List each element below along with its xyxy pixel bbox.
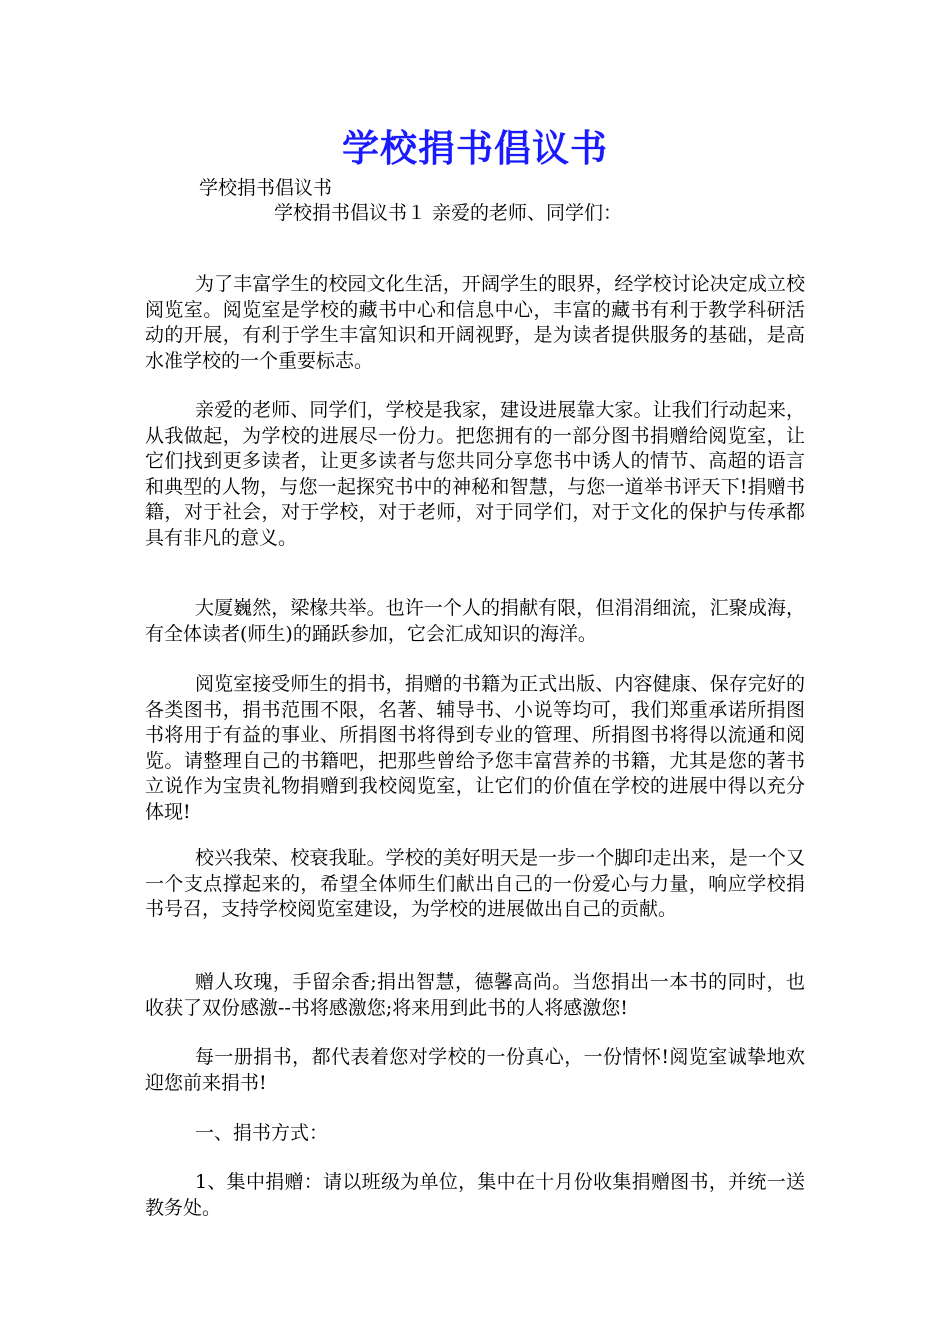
greeting-line: 学校捐书倡议书１ 亲爱的老师、同学们： [274, 202, 623, 224]
paragraph-collective-donation: 1、集中捐赠：请以班级为单位，集中在十月份收集捐赠图书，并统一送教务处。 [145, 1171, 805, 1219]
paragraph-5: 校兴我荣、校衰我耻。学校的美好明天是一步一个脚印走出来，是一个又一个支点撑起来的，希望全体师生们献出自己的一份爱心与力量，响应学校捐书号召，支持学校阅览室建设，为学校的进展做出自己的贡献。 [145, 847, 805, 920]
document-title: 学校捐书倡议书 [342, 127, 608, 170]
section-heading-donation-method: 一、捐书方式： [195, 1122, 329, 1144]
document-subtitle: 学校捐书倡议书 [199, 177, 333, 199]
paragraph-4: 阅览室接受师生的捐书，捐赠的书籍为正式出版、内容健康、保存完好的各类图书，捐书范围不限，名著、辅导书、小说等均可，我们郑重承诺所捐图书将用于有益的事业、所捐图书将得到专业的管理、所捐图书将得以流通和阅览。请整理自己的书籍吧，把那些曾给予您丰富营养的书籍，尤其是您的著书立说作为宝贵礼物捐赠到我校阅览室，让它们的价值在学校的进展中得以充分体现! [145, 673, 805, 823]
paragraph-7: 每一册捐书，都代表着您对学校的一份真心，一份情怀!阅览室诚挚地欢迎您前来捐书! [145, 1046, 805, 1094]
paragraph-6: 赠人玫瑰，手留余香;捐出智慧，德馨高尚。当您捐出一本书的同时，也收获了双份感激--书将感激您;将来用到此书的人将感激您! [145, 971, 805, 1019]
paragraph-1: 为了丰富学生的校园文化生活，开阔学生的眼界，经学校讨论决定成立校阅览室。阅览室是学校的藏书中心和信息中心，丰富的藏书有利于教学科研活动的开展，有利于学生丰富知识和开阔视野，是为读者提供服务的基础，是高水准学校的一个重要标志。 [145, 273, 805, 372]
paragraph-3: 大厦巍然，梁椽共举。也许一个人的捐献有限，但涓涓细流，汇聚成海，有全体读者(师生)的踊跃参加，它会汇成知识的海洋。 [145, 597, 805, 645]
paragraph-2: 亲爱的老师、同学们，学校是我家，建设进展靠大家。让我们行动起来，从我做起，为学校的进展尽一份力。把您拥有的一部分图书捐赠给阅览室，让它们找到更多读者，让更多读者与您共同分享您书中诱人的情节、高超的语言和典型的人物，与您一起探究书中的神秘和智慧，与您一道举书评天下!捐赠书籍，对于社会，对于学校，对于老师，对于同学们，对于文化的保护与传承都具有非凡的意义。 [145, 399, 805, 549]
